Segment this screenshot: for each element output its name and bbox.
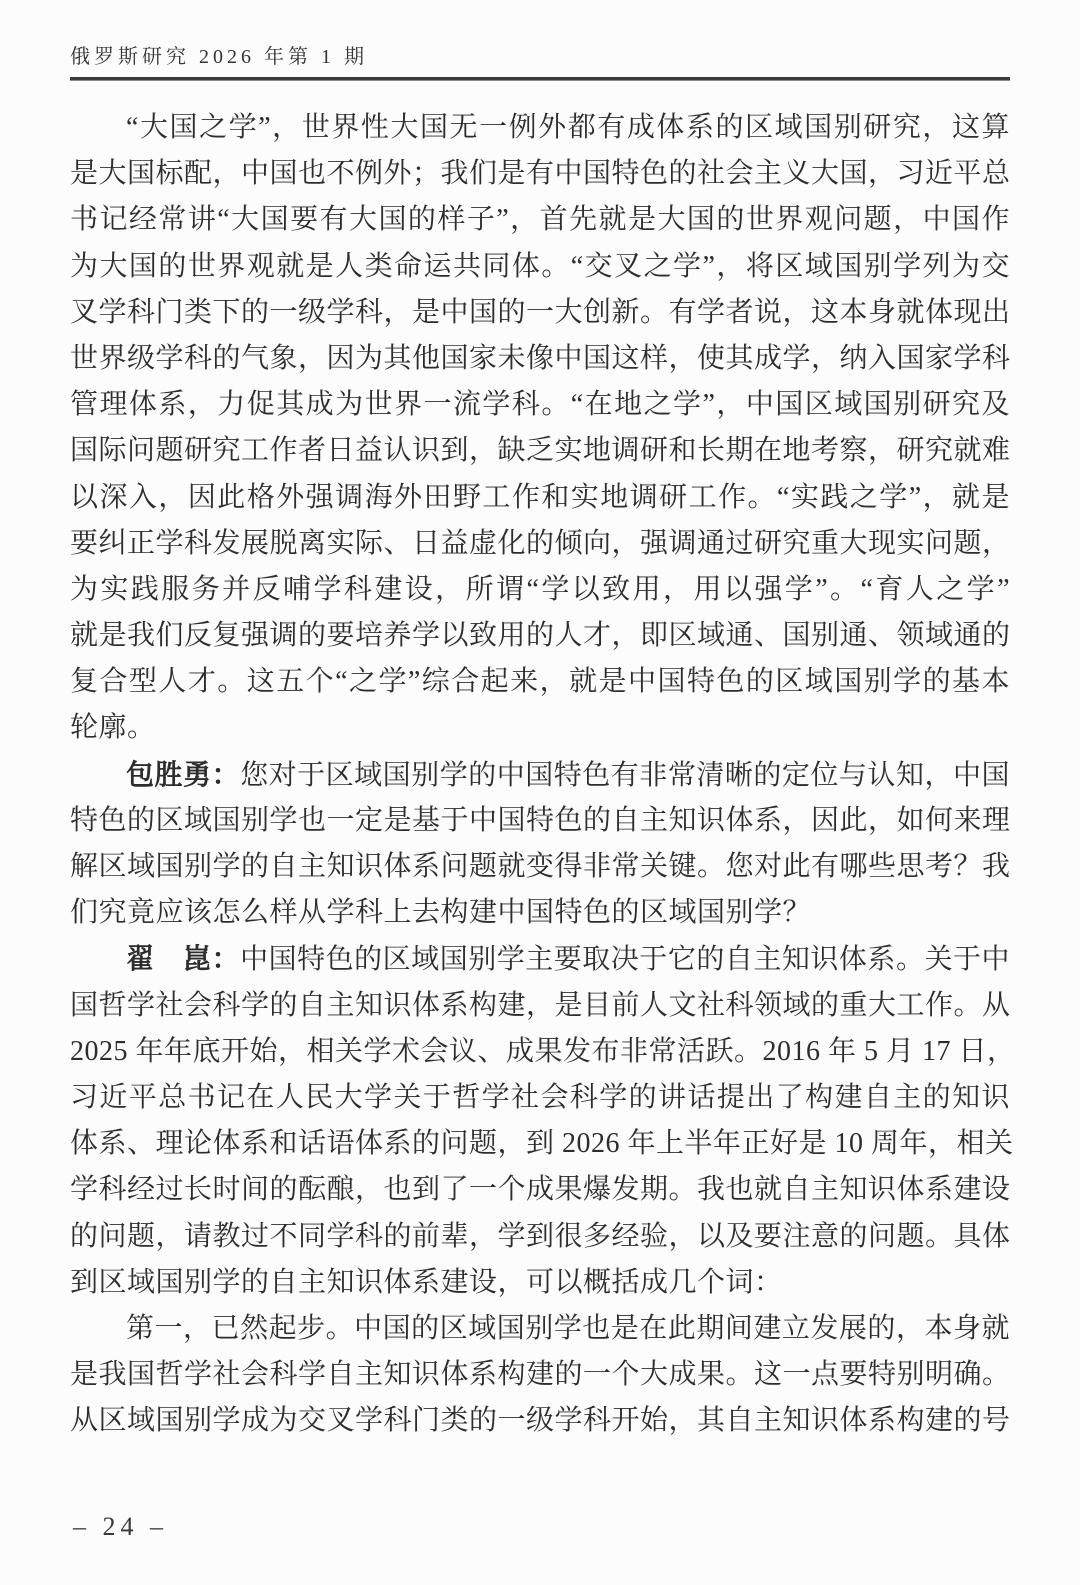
text-line xyxy=(70,936,1010,982)
line-text: 到区域国别学的自主知识体系建设，可以概括成几个词： xyxy=(70,1266,783,1298)
text-line xyxy=(70,521,1010,567)
line-text: 为大国的世界观就是人类命运共同体。“交叉之学”，将区域国别学列为交 xyxy=(70,250,1010,282)
line-text: 习近平总书记在人民大学关于哲学社会科学的讲话提出了构建自主的知识 xyxy=(70,1081,1010,1113)
line-text: 要纠正学科发展脱离实际、日益虚化的倾向，强调通过研究重大现实问题， xyxy=(70,527,1011,559)
header-rule xyxy=(70,77,1010,81)
line-text: 体系、理论体系和话语体系的问题，到 2026 年上半年正好是 10 周年，相关 xyxy=(70,1128,1014,1160)
speaker-name: 包胜勇： xyxy=(126,758,241,790)
line-text: 为实践服务并反哺学科建设，所谓“学以致用，用以强学”。“育人之学” xyxy=(70,573,1010,605)
text-line xyxy=(70,659,1010,705)
line-text: 们究竟应该怎么样从学科上去构建中国特色的区域国别学？ xyxy=(70,897,812,929)
line-text: 世界级学科的气象，因为其他国家未像中国这样，使其成学，纳入国家学科 xyxy=(70,342,1011,374)
text-line xyxy=(70,983,1010,1029)
journal-title-line: 俄罗斯研究 2026 年第 1 期 xyxy=(70,46,368,68)
text-line xyxy=(70,1167,1010,1213)
line-text: 书记经常讲“大国要有大国的样子”，首先就是大国的世界观问题，中国作 xyxy=(70,204,1010,236)
page-body xyxy=(70,105,1016,1444)
text-line xyxy=(70,1121,1014,1167)
text-line xyxy=(70,844,1010,890)
text-line xyxy=(70,613,1010,659)
text-line xyxy=(70,1029,1016,1075)
line-text: 解区域国别学的自主知识体系问题就变得非常关键。您对此有哪些思考？我 xyxy=(70,851,1011,882)
text-line xyxy=(70,1260,1010,1306)
text-line xyxy=(70,798,1010,844)
line-text: 的问题，请教过不同学科的前辈，学到很多经验，以及要注意的问题。具体 xyxy=(70,1220,1011,1252)
text-line xyxy=(70,151,1010,197)
line-text: 是我国哲学社会科学自主知识体系构建的一个大成果。这一点要特别明确。 xyxy=(70,1359,1011,1391)
text-line xyxy=(70,705,1010,751)
line-text: 特色的区域国别学也一定是基于中国特色的自主知识体系，因此，如何来理 xyxy=(70,804,1011,836)
line-text: 管理体系，力促其成为世界一流学科。“在地之学”，中国区域国别研究及 xyxy=(70,389,1010,421)
text-line xyxy=(70,197,1010,243)
line-text: 您对于区域国别学的中国特色有非常清晰的定位与认知，中国 xyxy=(240,759,1010,791)
speaker-name: 翟 崑： xyxy=(126,943,241,975)
text-line xyxy=(70,336,1010,382)
line-text: 就是我们反复强调的要培养学以致用的人才，即区域通、国别通、领域通的 xyxy=(70,620,1011,652)
text-line xyxy=(70,1075,1010,1121)
text-line xyxy=(70,428,1010,474)
line-text: 国际问题研究工作者日益认识到，缺乏实地调研和长期在地考察，研究就难 xyxy=(70,435,1011,467)
page-number: – 24 – xyxy=(73,1512,168,1541)
line-text: 2025 年年底开始，相关学术会议、成果发布非常活跃。2016 年 5 月 17 日， xyxy=(70,1035,1016,1067)
text-line xyxy=(70,1352,1010,1398)
line-text: 国哲学社会科学的自主知识体系构建，是目前人文社科领域的重大工作。从 xyxy=(70,989,1011,1021)
text-line xyxy=(70,475,1010,521)
page-footer xyxy=(73,1512,168,1542)
line-text: 叉学科门类下的一级学科，是中国的一大创新。有学者说，这本身就体现出 xyxy=(70,296,1011,328)
line-text: 复合型人才。这五个“之学”综合起来，就是中国特色的区域国别学的基本 xyxy=(70,666,1010,698)
line-text: 学科经过长时间的酝酿，也到了一个成果爆发期。我也就自主知识体系建设 xyxy=(70,1174,1011,1206)
line-text: 以深入，因此格外强调海外田野工作和实地调研工作。“实践之学”，就是 xyxy=(70,481,1010,513)
line-text: 是大国标配，中国也不例外；我们是有中国特色的社会主义大国，习近平总 xyxy=(70,158,1011,190)
line-text: 第一，已然起步。中国的区域国别学也是在此期间建立发展的，本身就 xyxy=(126,1312,1010,1344)
text-line xyxy=(70,1398,1010,1444)
text-line xyxy=(70,105,1010,151)
text-line xyxy=(70,1214,1010,1260)
running-header xyxy=(70,0,1010,69)
line-text: 轮廓。 xyxy=(70,712,156,744)
line-text: 从区域国别学成为交叉学科门类的一级学科开始，其自主知识体系构建的号 xyxy=(70,1405,1011,1437)
text-line xyxy=(70,290,1010,336)
text-line xyxy=(70,890,1010,936)
line-text: 中国特色的区域国别学主要取决于它的自主知识体系。关于中 xyxy=(240,944,1010,976)
text-line xyxy=(70,382,1010,428)
text-line xyxy=(70,752,1010,798)
line-text: “大国之学”，世界性大国无一例外都有成体系的区域国别研究，这算 xyxy=(126,112,1010,143)
text-line xyxy=(70,567,1010,613)
text-line xyxy=(70,244,1010,290)
text-line xyxy=(70,1306,1010,1352)
